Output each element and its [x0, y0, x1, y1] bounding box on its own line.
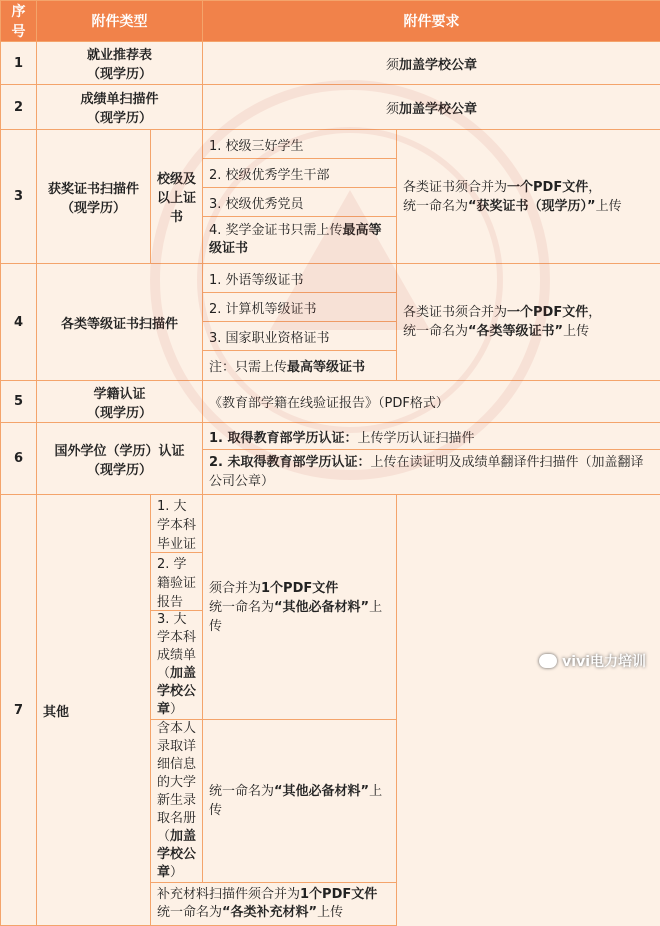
item-bold-text: 最高等级证书: [287, 360, 365, 375]
req-bold-text: “各类补充材料”: [222, 905, 317, 920]
list-item: [203, 450, 660, 495]
req-text: 上传: [209, 784, 382, 818]
req-text: 统一命名为: [403, 324, 468, 339]
header-type: 附件类型: [37, 1, 203, 42]
req-bold-text: “各类等级证书”: [468, 324, 563, 339]
req-text: 须: [386, 102, 399, 117]
row-number: 3: [1, 130, 37, 264]
item-text: 注：只需上传: [209, 360, 287, 375]
table-row: [1, 495, 660, 553]
item-bold-text: 1. 取得教育部学历认证：: [209, 431, 358, 446]
attachment-type: 其他: [37, 495, 151, 926]
item-bold-text: 2. 未取得教育部学历认证：: [209, 455, 371, 470]
table-row: [1, 85, 660, 130]
row-number: 4: [1, 264, 37, 381]
req-bold-text: “获奖证书（现学历）”: [468, 199, 596, 214]
list-item: 1. 外语等级证书: [203, 264, 397, 293]
attachment-requirement: [397, 130, 660, 264]
attachment-type: [37, 423, 203, 495]
item-text: ）: [170, 702, 183, 717]
type-line: （现学历）: [41, 63, 198, 82]
list-item: 3. 国家职业资格证书: [203, 322, 397, 351]
req-text: 统一命名为: [209, 600, 274, 615]
row-number: 2: [1, 85, 37, 130]
row-number: 7: [1, 495, 37, 926]
req-text: 上传: [563, 324, 589, 339]
req-text: 统一命名为: [209, 784, 274, 799]
item-text: 上传在读证明及成绩单翻译件扫描件（加盖翻译公司公章）: [209, 455, 644, 489]
req-bold-text: 1个PDF文件: [300, 887, 377, 902]
attachment-requirement: [203, 720, 397, 883]
req-text: 上传: [209, 600, 382, 634]
list-item: 1. 校级三好学生: [203, 130, 397, 159]
list-item: [151, 611, 203, 720]
list-item: 2. 校级优秀学生干部: [203, 159, 397, 188]
type-line: （现学历）: [41, 197, 146, 216]
req-text: 上传: [317, 905, 343, 920]
attachment-requirement: [203, 85, 660, 130]
attachment-requirement: [203, 42, 660, 85]
header-req: 附件要求: [203, 1, 660, 42]
req-text: 统一命名为: [403, 199, 468, 214]
type-line: 学籍认证: [41, 383, 198, 402]
brand-watermark: [539, 651, 646, 671]
row-number: 5: [1, 381, 37, 423]
attachment-requirement: [397, 264, 660, 381]
list-item: 2. 计算机等级证书: [203, 293, 397, 322]
sub-type: 校级及以上证书: [151, 130, 203, 264]
list-item: [203, 423, 660, 450]
attachment-requirement: [151, 883, 397, 926]
req-text: 上传: [596, 199, 622, 214]
table-header-row: [1, 1, 660, 42]
row-number: 1: [1, 42, 37, 85]
table-row: [1, 264, 660, 293]
brand-text: vivi电力培训: [562, 651, 646, 671]
req-text: 补充材料扫描件须合并为: [157, 887, 300, 902]
list-item: [151, 720, 203, 883]
item-bold-text: 最高等级证书: [209, 223, 382, 256]
attachment-type: [37, 42, 203, 85]
req-text: 须: [386, 58, 399, 73]
attachment-requirement: [203, 495, 397, 720]
item-text: 3. 大学本科成绩单（: [157, 612, 196, 681]
attachment-type: [37, 381, 203, 423]
attachment-type: [37, 130, 151, 264]
req-bold-text: “其他必备材料”: [274, 600, 369, 615]
table-row: [1, 381, 660, 423]
req-text: ，: [588, 305, 601, 320]
item-text: 上传学历认证扫描件: [358, 431, 475, 446]
type-line: （现学历）: [41, 107, 198, 126]
type-line: 就业推荐表: [41, 44, 198, 63]
attachment-type: [37, 85, 203, 130]
type-line: 获奖证书扫描件: [41, 178, 146, 197]
req-bold-text: “其他必备材料”: [274, 784, 369, 799]
list-item: [203, 217, 397, 264]
row-number: 6: [1, 423, 37, 495]
req-text: 须合并为: [209, 581, 261, 596]
req-bold-text: 一个PDF文件: [507, 305, 588, 320]
req-text: 各类证书须合并为: [403, 180, 507, 195]
req-bold-text: 加盖学校公章: [399, 58, 477, 73]
attachment-type: 各类等级证书扫描件: [37, 264, 203, 381]
item-bold-text: 加盖学校公章: [157, 829, 196, 880]
req-text: 各类证书须合并为: [403, 305, 507, 320]
req-text: ，: [588, 180, 601, 195]
item-text: 4. 奖学金证书只需上传: [209, 223, 343, 238]
header-no: 序号: [1, 1, 37, 42]
table-row: [1, 130, 660, 159]
type-line: 成绩单扫描件: [41, 88, 198, 107]
table-row: [1, 423, 660, 450]
req-text: 统一命名为: [157, 905, 222, 920]
type-line: （现学历）: [41, 402, 198, 421]
attachment-requirement: 《教育部学籍在线验证报告》（PDF格式）: [203, 381, 660, 423]
item-bold-text: 加盖学校公章: [157, 666, 196, 717]
item-text: ）: [170, 865, 183, 880]
req-bold-text: 1个PDF文件: [261, 581, 338, 596]
req-bold-text: 加盖学校公章: [399, 102, 477, 117]
list-item: 3. 校级优秀党员: [203, 188, 397, 217]
req-bold-text: 一个PDF文件: [507, 180, 588, 195]
type-line: 国外学位（学历）认证: [41, 440, 198, 459]
list-item: 2. 学籍验证报告: [151, 553, 203, 611]
table-row: [1, 42, 660, 85]
list-item: 1. 大学本科毕业证: [151, 495, 203, 553]
list-item: [203, 351, 397, 381]
item-text: 含本人录取详细信息的大学新生录取名册（: [157, 721, 196, 844]
wechat-icon: [539, 654, 557, 668]
type-line: （现学历）: [41, 459, 198, 478]
